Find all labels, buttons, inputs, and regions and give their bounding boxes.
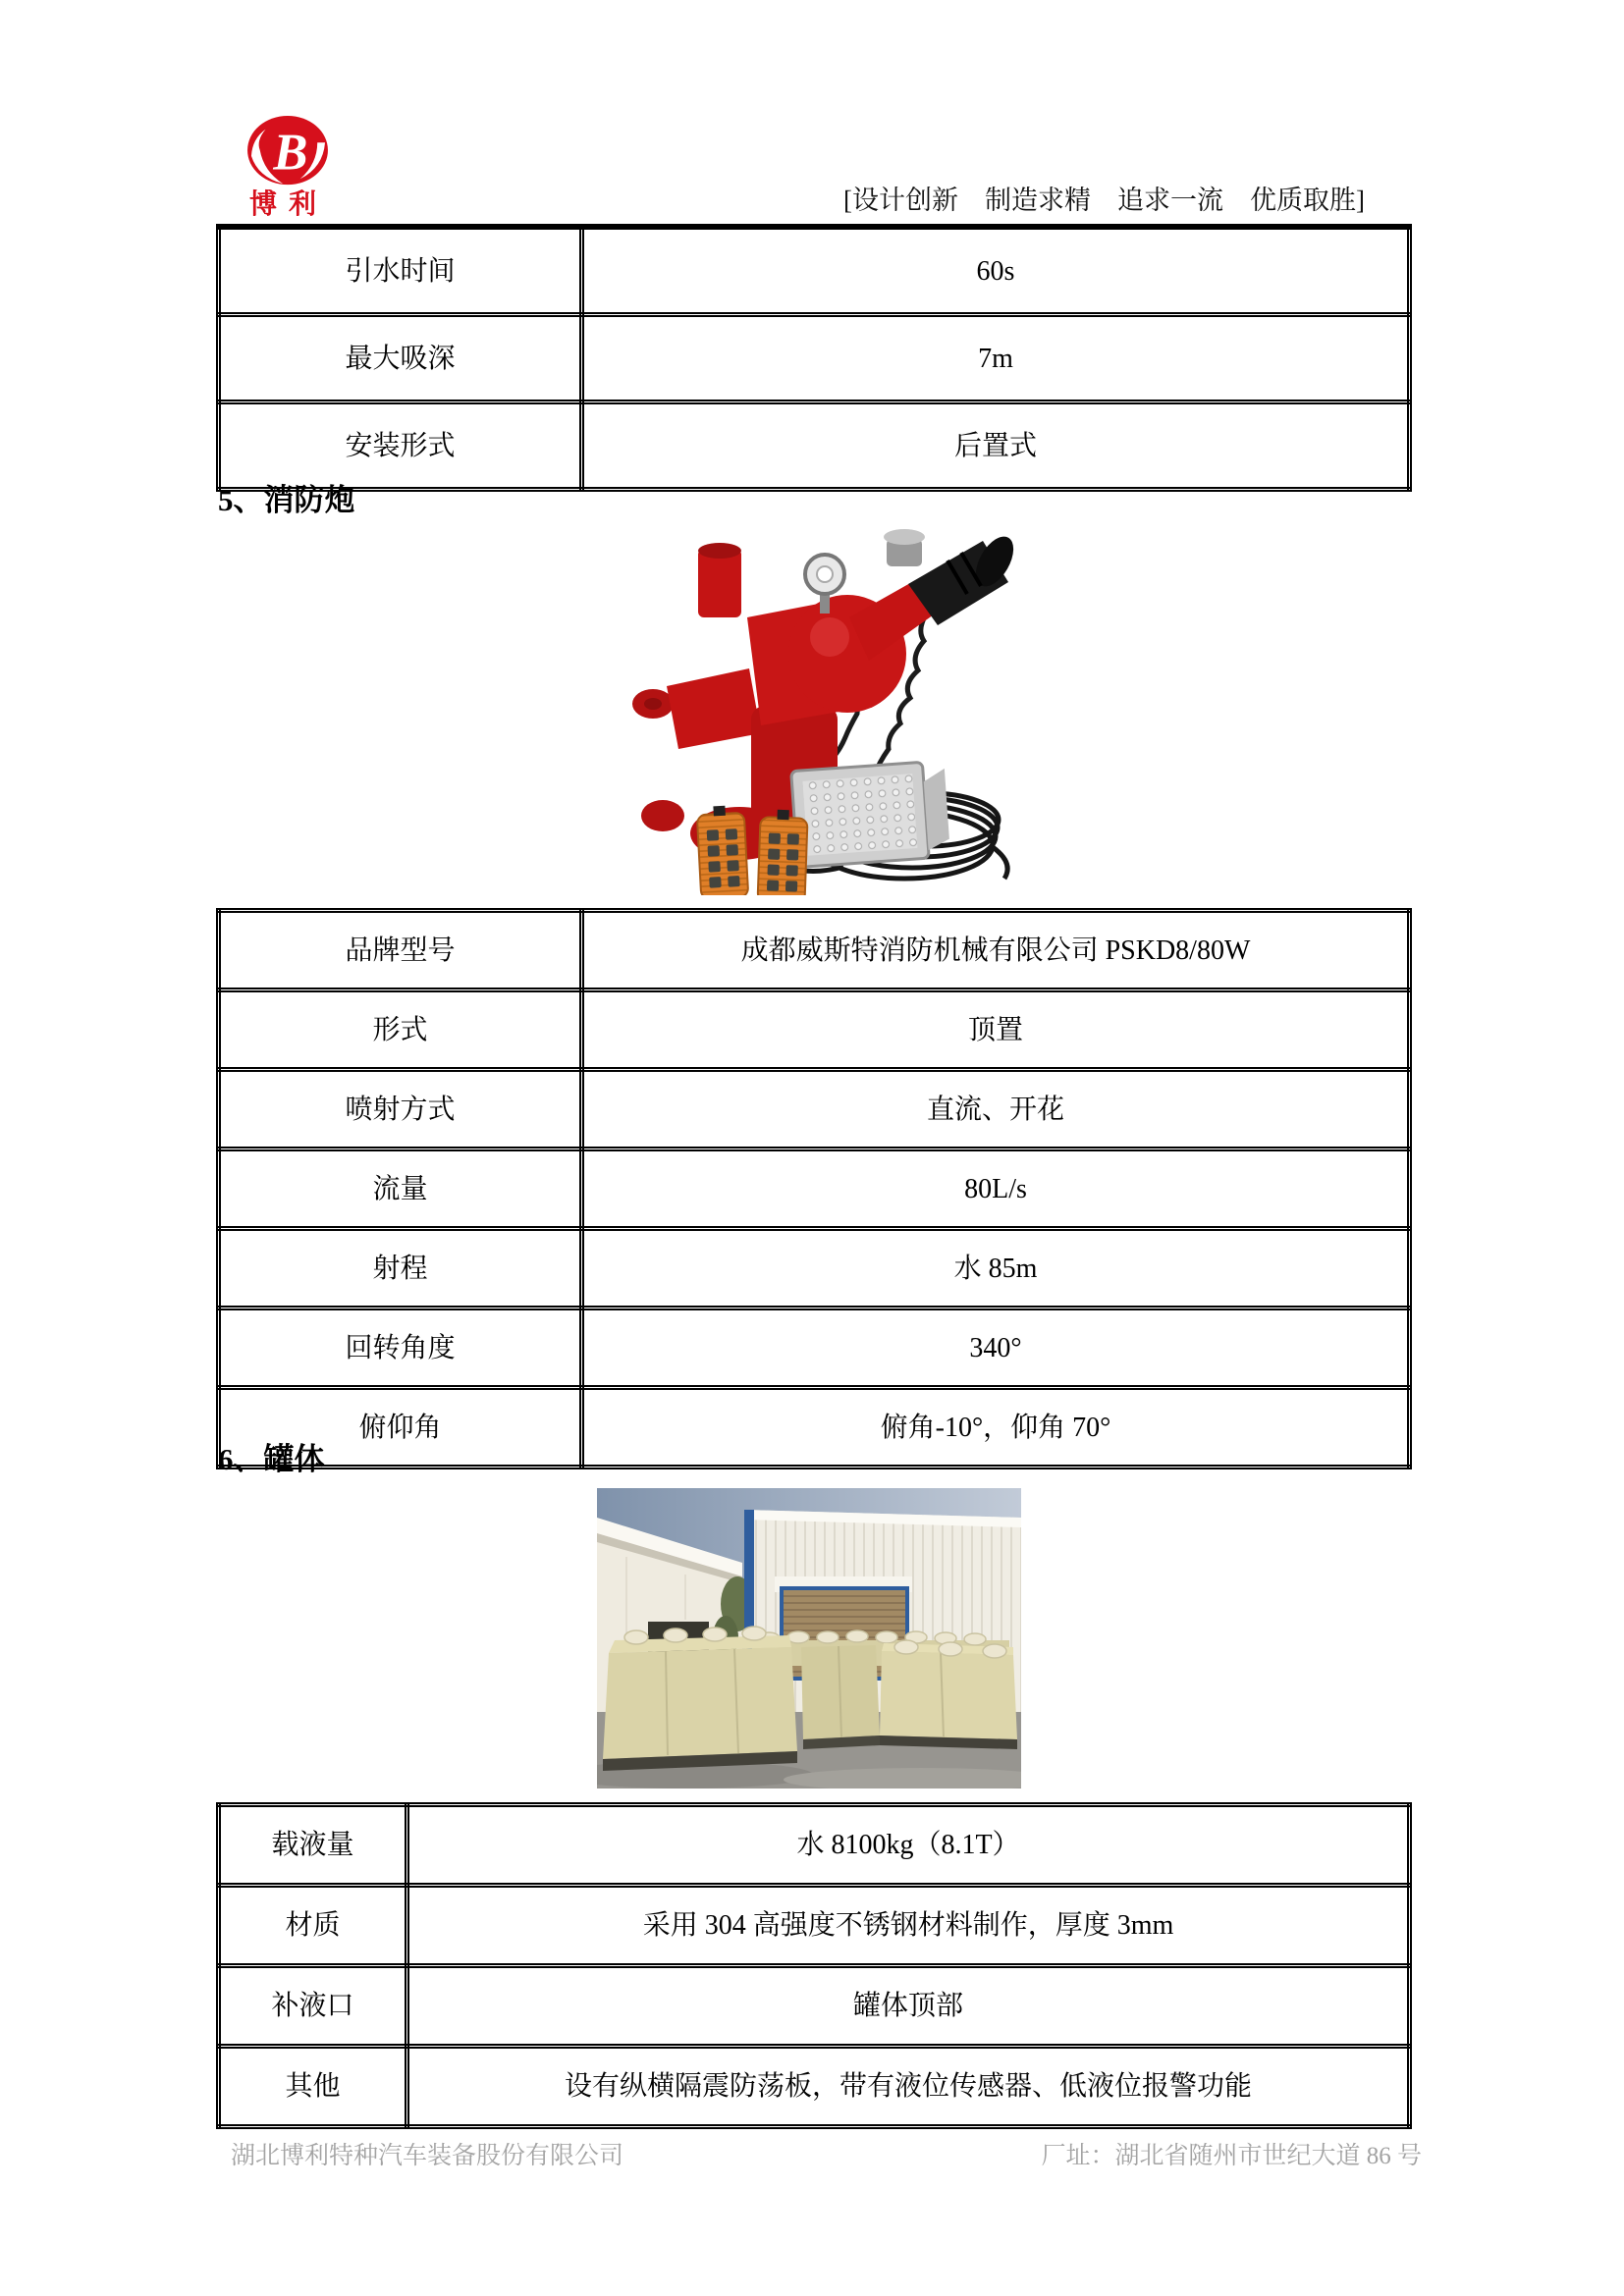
table-row <box>219 1388 1410 1468</box>
spec-value: 俯角-10°，仰角 70° <box>582 1388 1410 1468</box>
table-row <box>219 911 1410 990</box>
boli-logo-icon <box>244 114 332 190</box>
fire-monitor-illustration <box>602 520 1022 895</box>
table-row <box>219 402 1410 490</box>
spec-value: 水 8100kg（8.1T） <box>407 1805 1410 1886</box>
spec-value: 后置式 <box>582 402 1410 490</box>
table-row <box>219 2047 1410 2127</box>
spec-value: 60s <box>582 227 1410 315</box>
header-slogan: [设计创新 制造求精 追求一流 优质取胜] <box>843 186 1365 215</box>
table-row <box>219 1149 1410 1229</box>
spec-value: 设有纵横隔震防荡板，带有液位传感器、低液位报警功能 <box>407 2047 1410 2127</box>
table-row <box>219 1966 1410 2047</box>
spec-label: 引水时间 <box>219 227 582 315</box>
table-row <box>219 990 1410 1070</box>
table-row <box>219 1229 1410 1308</box>
spec-label: 材质 <box>219 1886 407 1966</box>
spec-label: 流量 <box>219 1149 582 1229</box>
logo-mark <box>244 114 332 190</box>
spec-label: 载液量 <box>219 1805 407 1886</box>
spec-label: 形式 <box>219 990 582 1070</box>
spec-label: 品牌型号 <box>219 911 582 990</box>
tank-warehouse-photo <box>597 1488 1021 1789</box>
table-row <box>219 1070 1410 1149</box>
svg-text:B: B <box>273 124 308 182</box>
fire-monitor-photo <box>602 520 1022 895</box>
spec-label: 回转角度 <box>219 1308 582 1388</box>
spec-label: 安装形式 <box>219 402 582 490</box>
fire-monitor-spec-table <box>216 908 1412 1469</box>
spec-label: 俯仰角 <box>219 1388 582 1468</box>
spec-value: 罐体顶部 <box>407 1966 1410 2047</box>
footer-factory-address: 厂址：湖北省随州市世纪大道 86 号 <box>1041 2143 1422 2169</box>
spec-label: 补液口 <box>219 1966 407 2047</box>
table-row <box>219 227 1410 315</box>
spec-value: 采用 304 高强度不锈钢材料制作，厚度 3mm <box>407 1886 1410 1966</box>
section-heading-fire-monitor: 5、消防炮 <box>218 483 355 517</box>
spec-value: 80L/s <box>582 1149 1410 1229</box>
table-row <box>219 315 1410 402</box>
logo-brand-text: 博利 <box>249 188 329 219</box>
spec-label: 喷射方式 <box>219 1070 582 1149</box>
spec-label: 其他 <box>219 2047 407 2127</box>
spec-value: 7m <box>582 315 1410 402</box>
table-row <box>219 1805 1410 1886</box>
spec-label: 射程 <box>219 1229 582 1308</box>
spec-label: 最大吸深 <box>219 315 582 402</box>
spec-value: 顶置 <box>582 990 1410 1070</box>
table-row <box>219 1886 1410 1966</box>
spec-value: 水 85m <box>582 1229 1410 1308</box>
spec-value: 成都威斯特消防机械有限公司 PSKD8/80W <box>582 911 1410 990</box>
footer-company-name: 湖北博利特种汽车装备股份有限公司 <box>231 2143 624 2169</box>
tank-spec-table <box>216 1802 1412 2129</box>
tank-warehouse-illustration <box>597 1488 1021 1789</box>
spec-value: 340° <box>582 1308 1410 1388</box>
priming-spec-table <box>216 224 1412 492</box>
section-heading-tank: 6、罐体 <box>218 1442 325 1476</box>
table-row <box>219 1308 1410 1388</box>
spec-value: 直流、开花 <box>582 1070 1410 1149</box>
